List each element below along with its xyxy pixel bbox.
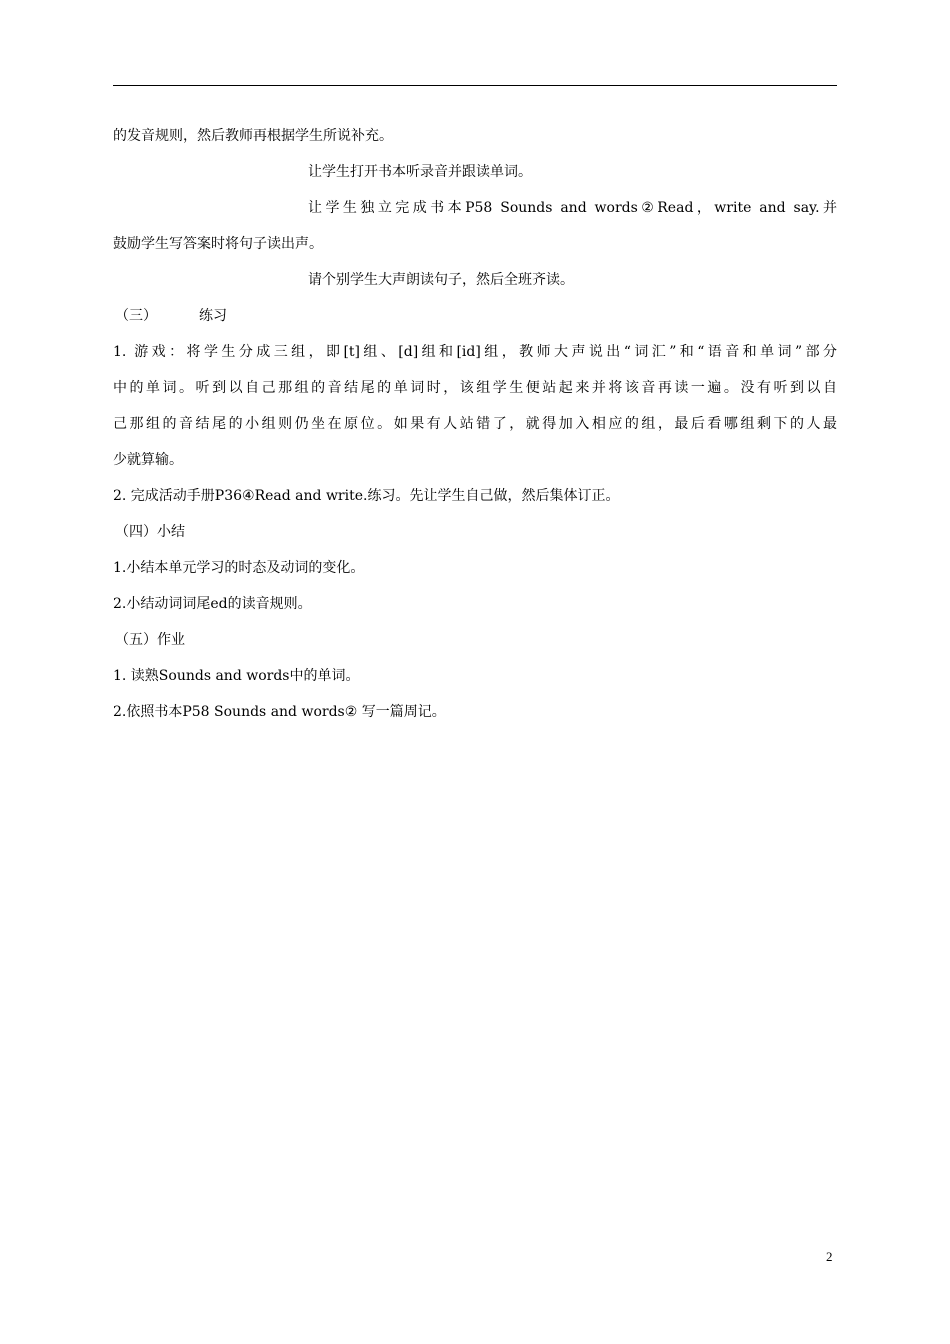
paragraph-line: 中的单词。听到以自己那组的音结尾的单词时，该组学生便站起来并将该音再读一遍。没有听到以自: [113, 380, 837, 396]
paragraph-line: 1. 读熟Sounds and words中的单词。: [113, 668, 360, 684]
page-number: 2: [826, 1249, 833, 1264]
paragraph-line: 让学生打开书本听录音并跟读单词。: [308, 164, 532, 180]
section-heading-5: （五）作业: [115, 632, 185, 648]
paragraph-line: 请个别学生大声朗读句子，然后全班齐读。: [308, 272, 574, 288]
paragraph-line: 2.依照书本P58 Sounds and words② 写一篇周记。: [113, 704, 446, 720]
document-body: [113, 118, 837, 730]
section-heading-4: （四）小结: [115, 524, 185, 540]
paragraph-line: 的发音规则，然后教师再根据学生所说补充。: [113, 128, 393, 144]
paragraph-line: 1.小结本单元学习的时态及动词的变化。: [113, 560, 365, 576]
paragraph-line: 2. 完成活动手册P36④Read and write.练习。先让学生自己做，然后集体订正。: [113, 488, 620, 504]
paragraph-line: 2.小结动词词尾ed的读音规则。: [113, 596, 312, 612]
paragraph-line: 己那组的音结尾的小组则仍坐在原位。如果有人站错了，就得加入相应的组，最后看哪组剩下的人最: [113, 416, 837, 432]
section-title: 练习: [199, 308, 227, 324]
section-heading-3: [113, 298, 837, 334]
paragraph-line: 让学生独立完成书本P58 Sounds and words②Read，write and say.并: [308, 200, 837, 216]
section-label: （三）: [115, 308, 157, 324]
header-rule: [113, 85, 837, 86]
paragraph-line: 鼓励学生写答案时将句子读出声。: [113, 236, 323, 252]
paragraph-line: 1. 游戏：将学生分成三组，即[t]组、[d]组和[id]组，教师大声说出“词汇”和“语音和单词”部分: [113, 344, 837, 360]
paragraph-line: 少就算输。: [113, 452, 183, 468]
